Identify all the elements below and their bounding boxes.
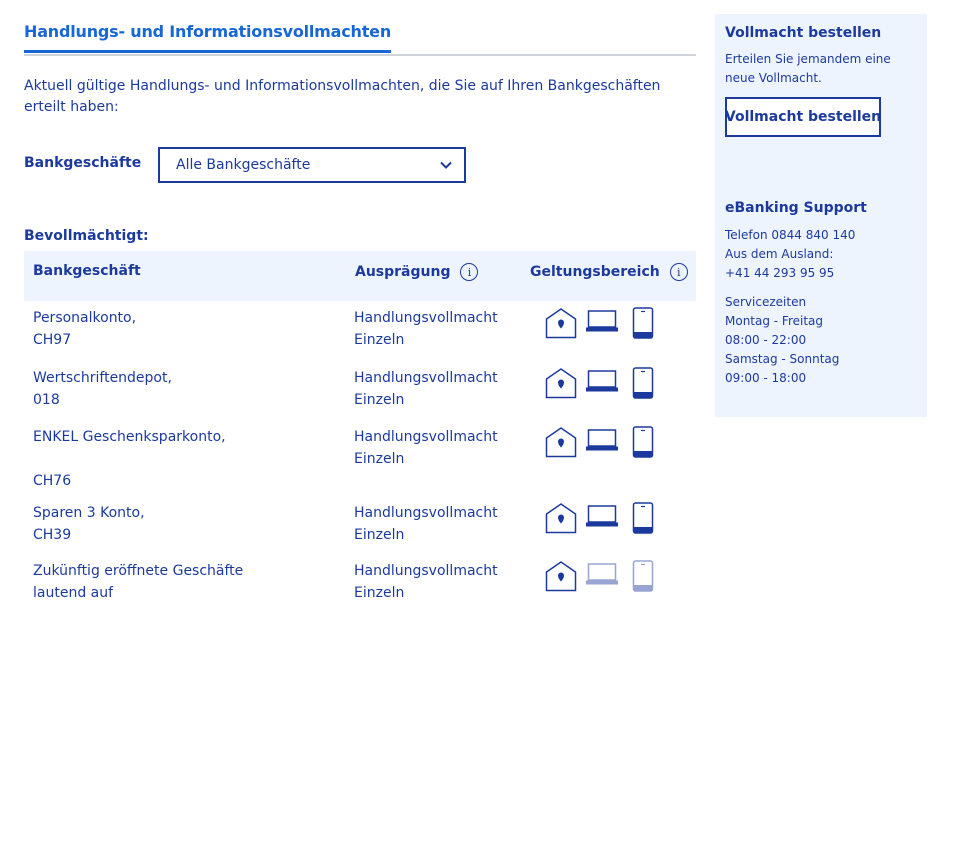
service-hours (725, 293, 839, 388)
name-line: 018 (33, 392, 60, 408)
geltungsbereich-cell (545, 367, 654, 399)
mobile-phone-icon (632, 367, 654, 399)
type-line: Einzeln (354, 527, 405, 543)
bankgeschaeft-cell (33, 367, 333, 411)
branch-location-icon (545, 560, 577, 592)
type-line: Handlungsvollmacht (354, 370, 498, 386)
type-line: Einzeln (354, 392, 405, 408)
tab-bar (24, 0, 696, 56)
weekdays-label: Montag - Freitag (725, 314, 824, 328)
select-value: Alle Bankgeschäfte (176, 157, 311, 173)
laptop-icon (586, 505, 618, 527)
column-header-bankgeschaeft (33, 263, 141, 279)
branch-location-icon (545, 307, 577, 339)
order-text: Erteilen Sie jemandem eine neue Vollmacht. (725, 52, 891, 85)
auspraegung-cell (354, 367, 514, 411)
column-label: Ausprägung (355, 264, 451, 280)
bankgeschaefte-select[interactable] (158, 147, 466, 183)
section-title: Bevollmächtigt: (24, 228, 149, 244)
mobile-phone-icon (632, 502, 654, 534)
name-line: Zukünftig eröffnete Geschäfte (33, 563, 244, 579)
order-title: Vollmacht bestellen (725, 25, 882, 41)
mobile-phone-icon (632, 426, 654, 458)
mobile-phone-icon (632, 307, 654, 339)
support-title: eBanking Support (725, 200, 867, 216)
name-line: ENKEL Geschenksparkonto, (33, 429, 226, 445)
bankgeschaeft-cell (33, 560, 333, 604)
branch-location-icon (545, 367, 577, 399)
intro-text: Aktuell gültige Handlungs- und Informationsvollmachten, die Sie auf Ihren Bankgeschäften erteilt haben: (24, 78, 661, 115)
auspraegung-cell (354, 426, 514, 470)
mobile-phone-icon (632, 560, 654, 592)
weekend-label: Samstag - Sonntag (725, 352, 840, 366)
column-header-auspraegung (355, 263, 478, 281)
table-header (24, 251, 696, 301)
laptop-icon (586, 310, 618, 332)
type-line: Handlungsvollmacht (354, 563, 498, 579)
bankgeschaeft-cell (33, 307, 333, 351)
abroad-phone: +41 44 293 95 95 (725, 266, 835, 280)
bankgeschaeft-cell (33, 426, 333, 492)
type-line: Handlungsvollmacht (354, 310, 498, 326)
name-line: CH76 (33, 473, 72, 489)
chevron-down-icon (438, 157, 454, 177)
name-line: lautend auf (33, 585, 114, 601)
branch-location-icon (545, 426, 577, 458)
name-line (33, 448, 333, 470)
geltungsbereich-cell (545, 307, 654, 339)
type-line: Einzeln (354, 585, 405, 601)
info-icon[interactable]: i (460, 263, 478, 281)
bankgeschaeft-cell (33, 502, 333, 546)
sidebar-panel (715, 14, 927, 417)
type-line: Handlungsvollmacht (354, 429, 498, 445)
column-header-geltungsbereich (530, 263, 688, 281)
name-line: Wertschriftendepot, (33, 370, 172, 386)
main-content (24, 0, 696, 601)
name-line: Sparen 3 Konto, (33, 505, 145, 521)
column-label: Bankgeschäft (33, 263, 141, 279)
auspraegung-cell (354, 560, 514, 604)
laptop-icon (586, 429, 618, 451)
geltungsbereich-cell (545, 502, 654, 534)
support-phone: Telefon 0844 840 140 (725, 228, 856, 242)
auspraegung-cell (354, 307, 514, 351)
filter-label: Bankgeschäfte (24, 155, 142, 171)
type-line: Handlungsvollmacht (354, 505, 498, 521)
geltungsbereich-cell (545, 426, 654, 458)
type-line: Einzeln (354, 332, 405, 348)
support-contact (725, 226, 855, 283)
type-line: Einzeln (354, 451, 405, 467)
auspraegung-cell (354, 502, 514, 546)
laptop-icon (586, 563, 618, 585)
column-label: Geltungsbereich (530, 264, 660, 280)
laptop-icon (586, 370, 618, 392)
order-authorization-button[interactable]: Vollmacht bestellen (725, 97, 881, 137)
branch-location-icon (545, 502, 577, 534)
authorization-table (24, 251, 696, 301)
weekday-hours: 08:00 - 22:00 (725, 333, 807, 347)
geltungsbereich-cell (545, 560, 654, 592)
hours-title: Servicezeiten (725, 295, 807, 309)
info-icon[interactable]: i (670, 263, 688, 281)
name-line: CH97 (33, 332, 72, 348)
name-line: Personalkonto, (33, 310, 137, 326)
name-line: CH39 (33, 527, 72, 543)
abroad-label: Aus dem Ausland: (725, 247, 834, 261)
tab-handlungs-informationsvollmachten[interactable]: Handlungs- und Informationsvollmachten (24, 22, 391, 53)
weekend-hours: 09:00 - 18:00 (725, 371, 807, 385)
